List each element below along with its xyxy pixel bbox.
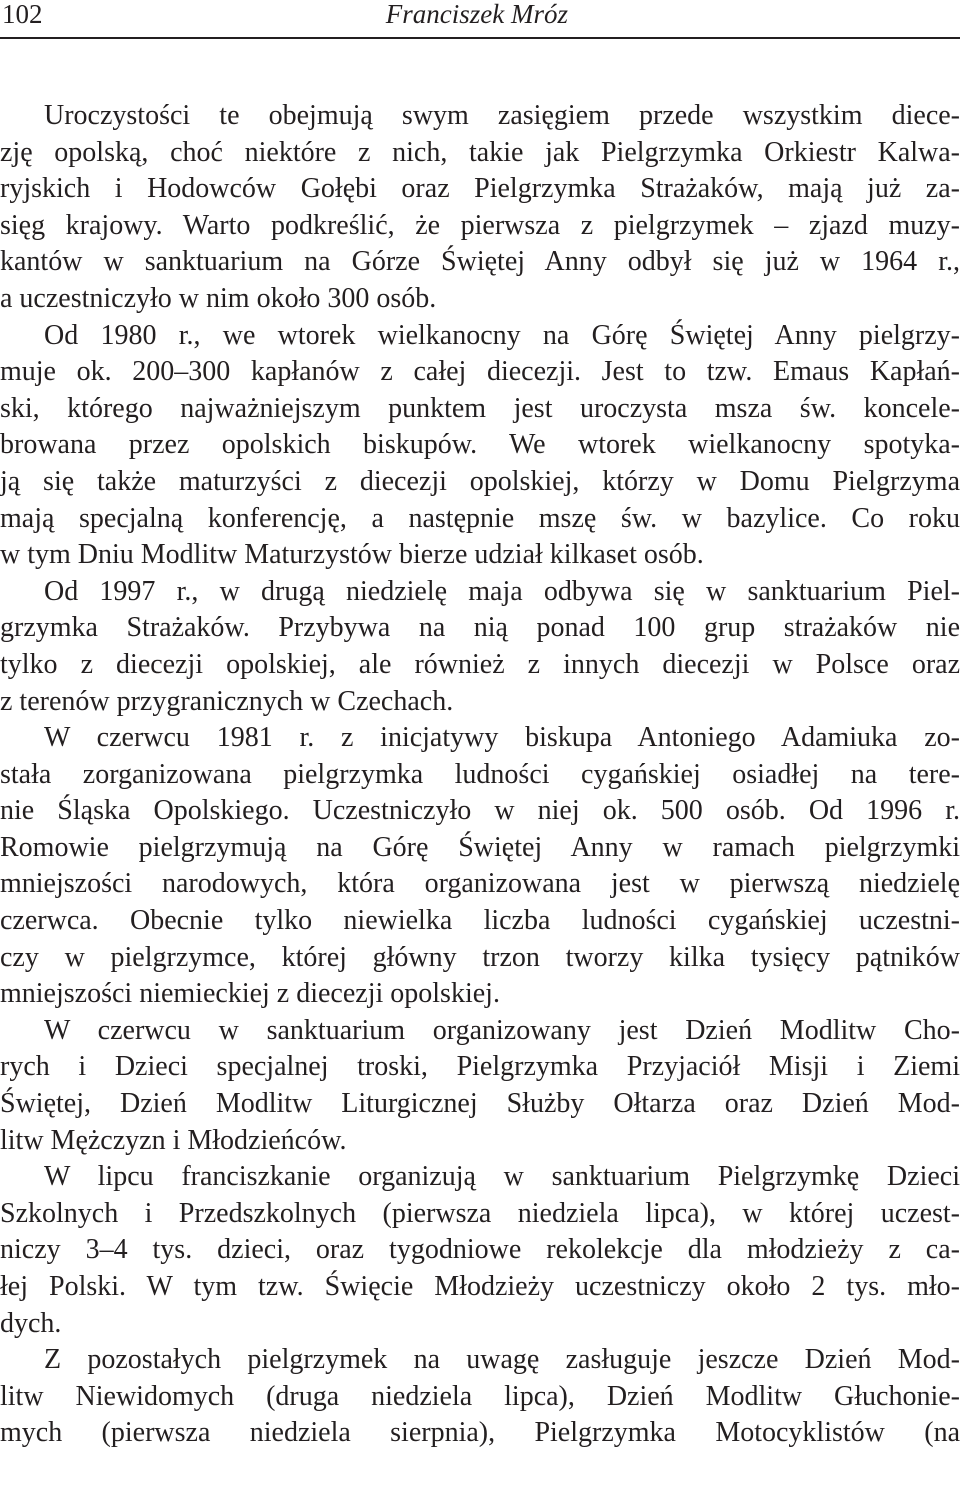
text-line: czerwca. Obecnie tylko niewielka liczba ludności cygańskiej uczestni- <box>0 905 960 937</box>
text-line: w tym Dniu Modlitw Maturzystów bierze udział kilkaset osób. <box>0 539 704 571</box>
text-line: litw Mężczyzn i Młodzieńców. <box>0 1124 347 1156</box>
text-line: stała zorganizowana pielgrzymka ludności cygańskiej osiadłej na tere- <box>0 758 960 790</box>
text-line: mają specjalną konferencję, a następnie mszę św. w bazylice. Co roku <box>0 502 960 534</box>
text-line: litw Niewidomych (druga niedziela lipca), Dzień Modlitw Głuchonie- <box>0 1380 960 1412</box>
text-line: ski, którego najważniejszym punktem jest uroczysta msza św. koncele- <box>0 392 960 424</box>
text-line: kantów w sanktuarium na Górze Świętej Anny odbył się już w 1964 r., <box>0 246 960 278</box>
text-line: grzymka Strażaków. Przybywa na nią ponad 100 grup strażaków nie <box>0 612 960 644</box>
text-line: łej Polski. W tym tzw. Święcie Młodzieży uczestniczy około 2 tys. mło- <box>0 1271 960 1302</box>
text-line: zję opolską, choć niektóre z nich, takie jak Pielgrzymka Orkiestr Kalwa- <box>0 136 960 168</box>
text-line: mniejszości narodowych, która organizowana jest w pierwszą niedzielę <box>0 868 960 900</box>
text-line: z terenów przygranicznych w Czechach. <box>0 685 454 717</box>
body-text <box>0 98 960 1452</box>
text-line: Od 1980 r., we wtorek wielkanocny na Górę Świętej Anny pielgrzy- <box>44 319 960 351</box>
running-title: Franciszek Mróz <box>385 0 568 29</box>
text-line: browana przez opolskich biskupów. We wtorek wielkanocny spotyka- <box>0 429 960 461</box>
text-line: muje ok. 200–300 kapłanów z całej diecezji. Jest to tzw. Emaus Kapłań- <box>0 356 960 388</box>
text-line: sięg krajowy. Warto podkreślić, że pierwsza z pielgrzymek – zjazd muzy- <box>0 209 960 241</box>
text-line: Z pozostałych pielgrzymek na uwagę zasługuje jeszcze Dzień Mod- <box>44 1344 960 1376</box>
text-line: Od 1997 r., w drugą niedzielę maja odbywa się w sanktuarium Piel- <box>44 575 960 607</box>
text-line: mych (pierwsza niedziela sierpnia), Pielgrzymka Motocyklistów (na <box>0 1417 960 1449</box>
text-line: W czerwcu w sanktuarium organizowany jest Dzień Modlitw Cho- <box>44 1014 960 1046</box>
text-line: W czerwcu 1981 r. z inicjatywy biskupa Antoniego Adamiuka zo- <box>44 722 960 754</box>
header-rule <box>0 37 960 39</box>
text-line: ją się także maturzyści z diecezji opolskiej, którzy w Domu Pielgrzyma <box>0 465 960 497</box>
text-line: rych i Dzieci specjalnej troski, Pielgrzymka Przyjaciół Misji i Ziemi <box>0 1051 960 1083</box>
text-line: Romowie pielgrzymują na Górę Świętej Anny w ramach pielgrzymki <box>0 831 960 863</box>
text-line: tylko z diecezji opolskiej, ale również z innych diecezji w Polsce oraz <box>0 648 960 680</box>
text-line: czy w pielgrzymce, której główny trzon tworzy kilka tysięcy pątników <box>0 941 960 973</box>
text-line: W lipcu franciszkanie organizują w sanktuarium Pielgrzymkę Dzieci <box>44 1161 960 1193</box>
text-line: mniejszości niemieckiej z diecezji opolskiej. <box>0 978 500 1010</box>
page-number: 102 <box>2 0 43 29</box>
running-head <box>0 0 960 34</box>
text-line: Szkolnych i Przedszkolnych (pierwsza niedziela lipca), w której uczest- <box>0 1197 960 1229</box>
text-line: ryjskich i Hodowców Gołębi oraz Pielgrzymka Strażaków, mają już za- <box>0 173 960 205</box>
text-line: Uroczystości te obejmują swym zasięgiem przede wszystkim diece- <box>44 100 960 131</box>
text-line: Świętej, Dzień Modlitw Liturgicznej Służby Ołtarza oraz Dzień Mod- <box>0 1088 960 1120</box>
text-line: niczy 3–4 tys. dzieci, oraz tygodniowe rekolekcje dla młodzieży z ca- <box>0 1234 960 1266</box>
text-line: dych. <box>0 1307 62 1339</box>
text-line: nie Śląska Opolskiego. Uczestniczyło w niej ok. 500 osób. Od 1996 r. <box>0 795 960 827</box>
text-line: a uczestniczyło w nim około 300 osób. <box>0 282 437 314</box>
